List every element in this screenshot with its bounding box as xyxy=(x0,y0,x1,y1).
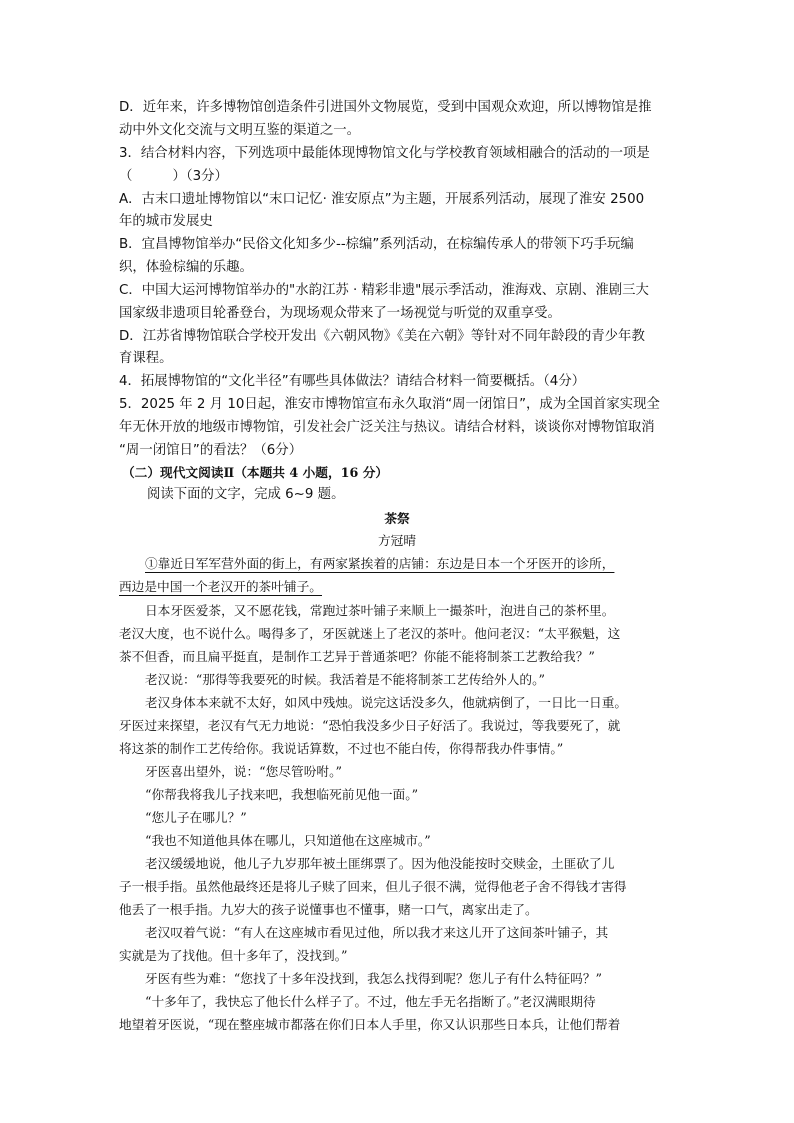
story-line: 将这茶的制作工艺传给你。我说话算数，不过也不能白传，你得帮我办件事情。” xyxy=(119,741,564,756)
q3-option-a-line1: A．古末口遗址博物馆以“末口记忆· 淮安原点”为主题，开展系列活动，展现了淮安 2500 xyxy=(119,192,645,207)
story-line: 牙医有些为难：“您找了十多年没找到，我怎么找得到呢？您儿子有什么特征吗？” xyxy=(145,971,603,986)
story-line: “我也不知道他具体在哪儿，只知道他在这座城市。” xyxy=(145,833,431,848)
question-3-line1: 3．结合材料内容，下列选项中最能体现博物馆文化与学校教育领域相融合的活动的一项是 xyxy=(119,146,650,161)
story-line: ①靠近日军军营外面的街上，有两家紧挨着的店铺：东边是日本一个牙医开的诊所， xyxy=(145,556,615,571)
story-line: 他丢了一根手指。九岁大的孩子说懂事也不懂事，赌一口气，离家出走了。 xyxy=(119,902,538,917)
section-instruction: 阅读下面的文字，完成 6~9 题。 xyxy=(147,487,345,502)
q3-option-b-line2: 织，体验棕编的乐趣。 xyxy=(119,260,253,275)
q2-option-d-line1: D．近年来，许多博物馆创造条件引进国外文物展览，受到中国观众欢迎，所以博物馆是推 xyxy=(119,100,652,115)
q3-option-a-line2: 年的城市发展史 xyxy=(119,214,213,229)
question-3-line2: （ ）（3分） xyxy=(119,169,228,184)
question-4: 4．拓展博物馆的“文化半径”有哪些具体做法？请结合材料一简要概括。（4分） xyxy=(119,374,586,389)
story-line: “您儿子在哪儿？” xyxy=(145,810,247,825)
q3-option-c-line1: C．中国大运河博物馆举办的"水韵江苏 · 精彩非遗"展示季活动，淮海戏、京剧、淮剧三大 xyxy=(119,283,649,298)
question-5-line2: 年无休开放的地级市博物馆，引发社会广泛关注与热议。请结合材料，谈谈你对博物馆取消 xyxy=(119,420,655,435)
q2-option-d-line2: 动中外文化交流与文明互鉴的渠道之一。 xyxy=(119,123,361,138)
question-5-line3: “周一闭馆日”的看法？（6分） xyxy=(119,443,303,458)
story-line: 地望着牙医说，“现在整座城市都落在你们日本人手里，你又认识那些日本兵，让他们帮着 xyxy=(119,1017,621,1032)
story-line: 老汉叹着气说：“有人在这座城市看见过他，所以我才来这儿开了这间茶叶铺子，其 xyxy=(145,925,609,940)
story-line: 老汉大度，也不说什么。喝得多了，牙医就迷上了老汉的茶叶。他问老汉：“太平猴魁，这 xyxy=(119,626,621,641)
story-author: 方冠晴 xyxy=(377,533,417,548)
story-line: 老汉身体本来就不太好，如风中残烛。说完这话没多久，他就病倒了，一日比一日重。 xyxy=(145,695,628,710)
q3-option-b-line1: B．宜昌博物馆举办“民俗文化知多少--棕编”系列活动，在棕编传承人的带领下巧手玩编 xyxy=(119,237,634,252)
q3-option-c-line2: 国家级非遗项目轮番登台，为现场观众带来了一场视觉与听觉的双重享受。 xyxy=(119,306,561,321)
story-title: 茶祭 xyxy=(384,511,410,526)
story-line: 西边是中国一个老汉开的茶叶铺子。 xyxy=(119,579,322,594)
story-line: 茶不但香，而且扁平挺直，是制作工艺异于普通茶吧？你能不能将制茶工艺教给我？” xyxy=(119,649,595,664)
story-line: 子一根手指。虽然他最终还是将儿子赎了回来，但儿子很不满，觉得他老子舍不得钱才害得 xyxy=(119,879,627,894)
story-line: 老汉说：“那得等我要死的时候。我活着是不能将制茶工艺传给外人的。” xyxy=(145,672,545,687)
story-line: “十多年了，我快忘了他长什么样子了。不过，他左手无名指断了。”老汉满眼期待 xyxy=(145,994,596,1009)
q3-option-d-line1: D．江苏省博物馆联合学校开发出《六朝风物》《美在六朝》等针对不同年龄段的青少年教 xyxy=(119,329,645,344)
story-line: 实就是为了找他。但十多年了，没找到。” xyxy=(119,948,348,963)
story-line: 日本牙医爱茶，又不愿花钱，常跑过茶叶铺子来顺上一撮茶叶，泡进自己的茶杯里。 xyxy=(145,603,615,618)
story-line: 牙医喜出望外，说：“您尽管吩咐。” xyxy=(145,764,342,779)
story-line: “你帮我将我儿子找来吧，我想临死前见他一面。” xyxy=(145,787,419,802)
section-heading: （二）现代文阅读Ⅱ（本题共 4 小题，16 分） xyxy=(122,465,389,480)
story-line: 牙医过来探望，老汉有气无力地说：“恐怕我没多少日子好活了。我说过，等我要死了，就 xyxy=(119,718,621,733)
story-line: 老汉缓缓地说，他儿子九岁那年被土匪绑票了。因为他没能按时交赎金，土匪砍了儿 xyxy=(145,856,615,871)
question-5-line1: 5．2025 年 2 月 10日起，淮安市博物馆宣布永久取消“周一闭馆日”，成为全国首家实现全 xyxy=(119,397,660,412)
q3-option-d-line2: 育课程。 xyxy=(119,351,173,366)
